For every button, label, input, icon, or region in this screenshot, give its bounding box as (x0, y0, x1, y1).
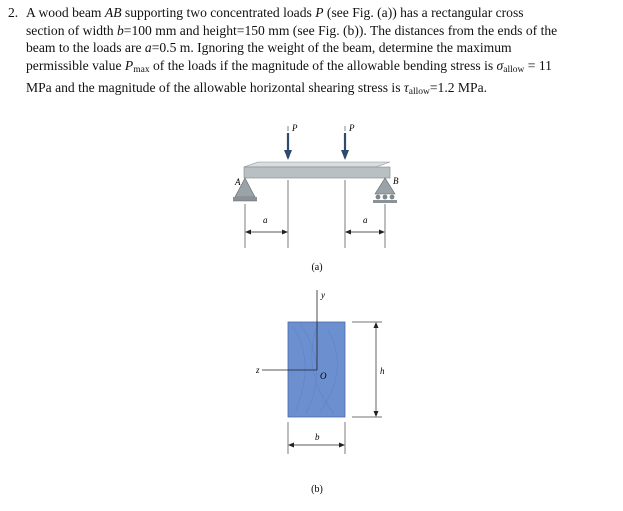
math-subscript: allow (408, 87, 430, 98)
caption-b: (b) (311, 484, 323, 495)
load-label-left: P (292, 123, 298, 133)
dimension-label-right: a (363, 215, 368, 225)
text-run: supporting two concentrated loads (121, 5, 316, 20)
figure-b (255, 290, 385, 495)
math-symbol: τ (403, 80, 409, 96)
support-label-b: B (393, 176, 399, 186)
z-axis-label: z (256, 365, 260, 375)
caption-a: (a) (311, 262, 323, 273)
dimension-left (245, 230, 288, 235)
cross-section (288, 322, 345, 417)
text-run: MPa and the magnitude of the allowable horizontal shearing stress is (26, 80, 404, 96)
math-symbol: a (144, 40, 152, 56)
load-arrow-left (284, 126, 292, 160)
math-symbol: P (124, 57, 134, 73)
math-symbol: σ (496, 57, 504, 73)
math-symbol: P (315, 5, 324, 20)
text-run: (see Fig. (a)) has a rectangular cross (323, 5, 524, 20)
beam (244, 162, 390, 178)
origin-label: O (320, 371, 327, 381)
load-arrow-right (341, 126, 349, 160)
problem-number: 2. (8, 5, 19, 20)
text-run: =100 mm and height=150 mm (see Fig. (b)). The distances from the ends of the (123, 22, 558, 38)
text-run: beam to the loads are (26, 40, 145, 56)
y-axis-label: y (321, 290, 325, 300)
text-run: section of width (26, 22, 117, 38)
load-label-right: P (349, 123, 355, 133)
text-run: A wood beam (26, 5, 105, 20)
dimension-label-left: a (263, 215, 268, 225)
math-symbol: b (117, 22, 124, 38)
support-label-a: A (235, 177, 241, 187)
text-run: of the loads if the magnitude of the allowable bending stress is (149, 57, 497, 73)
math-subscript: allow (503, 64, 525, 75)
text-run: permissible value (26, 57, 125, 73)
text-run: =0.5 m. Ignoring the weight of the beam, determine the maximum (151, 40, 512, 56)
width-label: b (315, 432, 320, 442)
math-symbol: AB (104, 5, 122, 20)
height-label: h (380, 366, 385, 376)
text-run: = 11 (524, 57, 552, 73)
height-dimension (352, 322, 382, 417)
text-run: =1.2 MPa. (429, 80, 488, 96)
dimension-right (345, 230, 385, 235)
math-subscript: max (133, 64, 150, 75)
figure-a (233, 123, 399, 273)
